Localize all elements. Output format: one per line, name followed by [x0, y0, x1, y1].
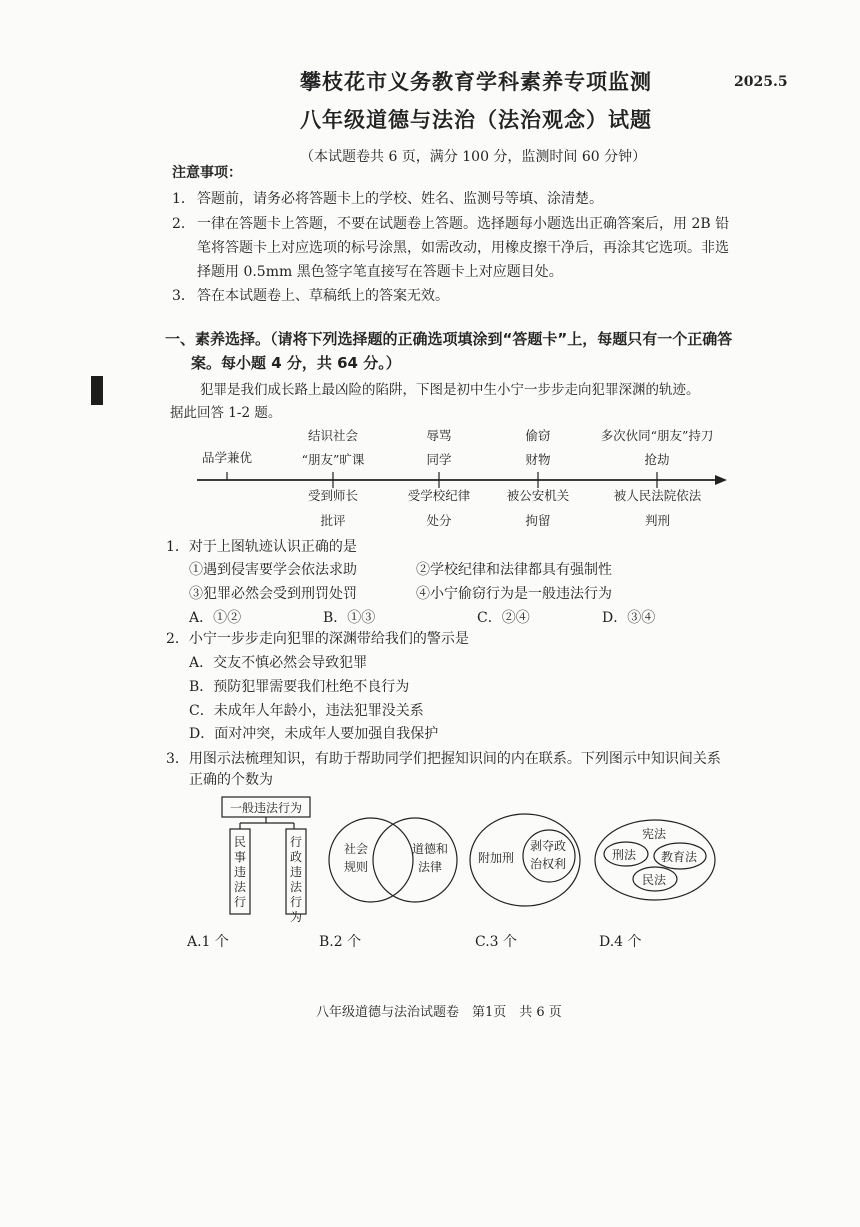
- notice-item-3: 3． 答在本试题卷上、草稿纸上的答案无效。: [172, 288, 449, 304]
- q3-fig4-a: 刑法: [612, 848, 637, 862]
- q1-option-a[interactable]: A．①②: [189, 610, 242, 626]
- timeline-consequence-2: 受学校纪律 处分: [407, 488, 471, 528]
- timeline-consequence-4: 被人民法院依法 判刑: [613, 488, 702, 528]
- q3-stem: 3．用图示法梳理知识，有助于帮助同学们把握知识间的内在联系。下列图示中知识间关系: [166, 751, 721, 767]
- q2-option-d[interactable]: D．面对冲突，未成年人要加强自我保护: [189, 726, 439, 742]
- q1-statement-3: ③犯罪必然会受到刑罚处罚: [189, 586, 357, 602]
- exam-title-line1: 攀枝花市义务教育学科素养专项监测: [300, 70, 652, 94]
- notice-item-2-line3: 择题用 0.5mm 黑色签字笔直接写在答题卡上对应题目处。: [197, 264, 563, 280]
- q2-stem: 2．小宁一步步走向犯罪的深渊带给我们的警示是: [166, 631, 469, 647]
- notice-item-2-line2: 笔将答题卡上对应选项的标号涂黑，如需改动，用橡皮擦干净后，再涂其它选项。非选: [197, 240, 729, 256]
- q3-fig2-left: 社会规则: [343, 842, 368, 874]
- timeline-consequence-1: 受到师长 批评: [307, 488, 358, 528]
- exam-date: 2025.5: [734, 74, 788, 90]
- section1-intro-line2: 据此回答 1-2 题。: [170, 405, 282, 421]
- q1-option-b[interactable]: B．①③: [323, 610, 376, 626]
- scan-mark: [91, 376, 103, 405]
- notice-item-1: 1． 答题前，请务必将答题卡上的学校、姓名、监测号等填、涂清楚。: [172, 191, 603, 207]
- q1-option-d[interactable]: D．③④: [602, 610, 656, 626]
- q1-option-c[interactable]: C．②④: [477, 610, 530, 626]
- q1-statement-1: ①遇到侵害要学会依法求助: [189, 562, 357, 578]
- q3-option-b[interactable]: B.2 个: [319, 934, 362, 950]
- section1-heading-line2: 案。每小题 4 分，共 64 分。）: [191, 354, 401, 372]
- q3-stem-line2: 正确的个数为: [189, 772, 273, 788]
- q3-option-a[interactable]: A.1 个: [187, 934, 229, 950]
- q2-option-c[interactable]: C．未成年人年龄小，违法犯罪没关系: [189, 703, 424, 719]
- q3-fig1-left: 民事违法行: [233, 835, 246, 909]
- section1-intro: 犯罪是我们成长路上最凶险的陷阱，下图是初中生小宁一步步走向犯罪深渊的轨迹。: [200, 382, 700, 398]
- q3-fig1-right: 行政违法行为: [289, 835, 302, 924]
- notice-item-2: 2． 一律在答题卡上答题，不要在试题卷上答题。选择题每小题选出正确答案后，用 2B 铅: [172, 216, 730, 232]
- notice-heading: 注意事项：: [172, 165, 242, 181]
- q2-option-b[interactable]: B．预防犯罪需要我们杜绝不良行为: [189, 679, 410, 695]
- q3-fig4-c: 民法: [642, 873, 667, 887]
- timeline-stage-5: 多次伙同“朋友”持刀 抢劫: [600, 428, 714, 467]
- q2-option-a[interactable]: A．交友不慎必然会导致犯罪: [189, 655, 368, 671]
- q3-fig2-right: 道德和法律: [411, 842, 448, 874]
- timeline-consequence-3: 被公安机关 拘留: [506, 488, 570, 528]
- q3-fig4-b: 教育法: [661, 850, 698, 864]
- q3-fig1-top: 一般违法行为: [229, 801, 302, 815]
- timeline-stage-3: 辱骂 同学: [426, 428, 452, 467]
- q3-fig3-outer: 附加刑: [478, 851, 515, 865]
- exam-subtitle: （本试题卷共 6 页，满分 100 分，监测时间 60 分钟）: [300, 149, 647, 165]
- exam-title-line2: 八年级道德与法治（法治观念）试题: [300, 108, 652, 132]
- timeline-stage-2: 结识社会 “朋友”旷课: [301, 428, 365, 467]
- q1-statement-4: ④小宁偷窃行为是一般违法行为: [416, 586, 612, 602]
- q1-stem: 1．对于上图轨迹认识正确的是: [166, 539, 357, 555]
- q3-option-c[interactable]: C.3 个: [475, 934, 518, 950]
- page-footer: 八年级道德与法治试题卷 第1页 共 6 页: [316, 1005, 562, 1020]
- timeline-stage-4: 偷窃 财物: [525, 428, 551, 467]
- q3-fig4-outer: 宪法: [642, 827, 667, 841]
- timeline-stage-1: 品学兼优: [201, 450, 252, 465]
- q3-fig3-inner: 剥夺政治权利: [529, 839, 566, 871]
- section1-heading: 一、素养选择。（请将下列选择题的正确选项填涂到“答题卡”上，每题只有一个正确答: [165, 330, 733, 348]
- q3-option-d[interactable]: D.4 个: [599, 934, 642, 950]
- q1-statement-2: ②学校纪律和法律都具有强制性: [416, 562, 612, 578]
